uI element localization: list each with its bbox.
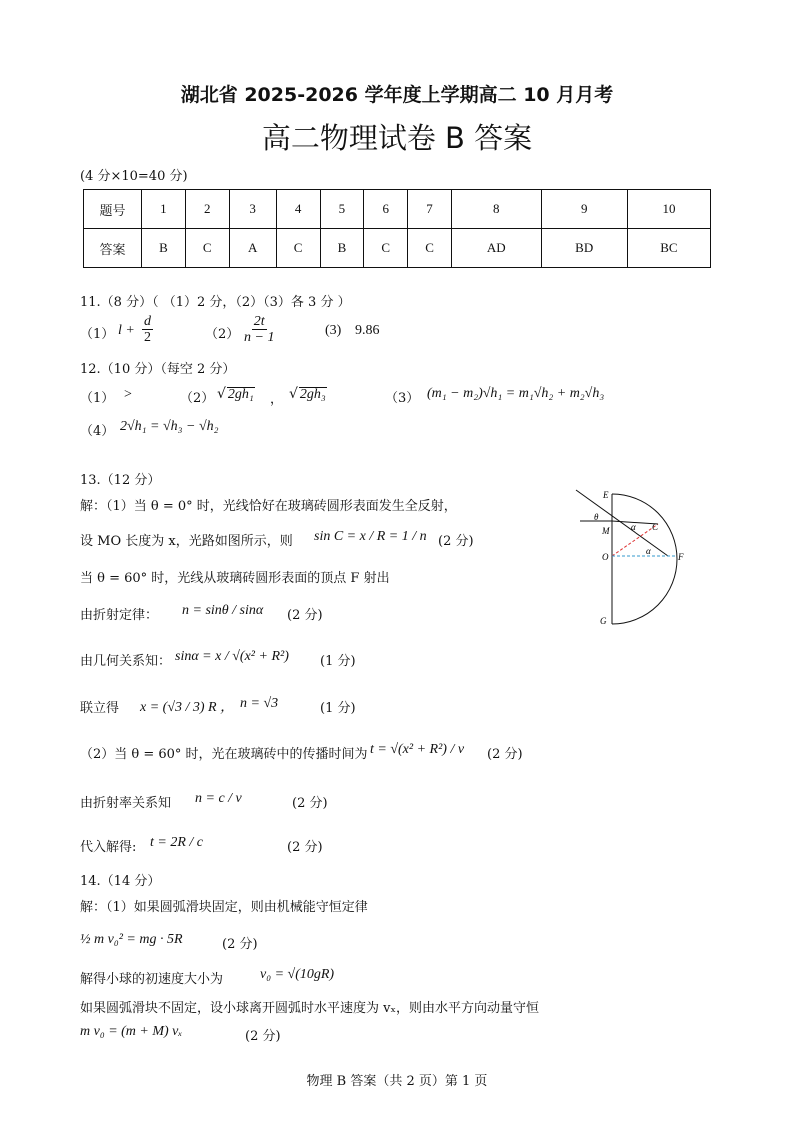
table-cell: C <box>276 229 320 268</box>
table-cell: B <box>320 229 364 268</box>
table-cell: 1 <box>142 190 186 229</box>
q12-part2-label: （2） <box>180 391 215 406</box>
table-cell: C <box>364 229 408 268</box>
table-cell: 7 <box>408 190 452 229</box>
fig-label-alpha: α <box>631 522 636 532</box>
exam-title: 湖北省 2025-2026 学年度上学期高二 10 月月考 <box>180 84 614 106</box>
q12-part1-label: （1） <box>80 391 115 406</box>
q11-part2-label: （2） <box>205 327 240 342</box>
table-cell: 9 <box>541 190 627 229</box>
q13-line2: 设 MO 长度为 x，光路如图所示，则 <box>80 534 293 549</box>
q13-line7-eq: t = √(x² + R²) / v <box>370 742 465 757</box>
paper-title: 高二物理试卷 B 答案 <box>261 121 533 155</box>
table-cell: 2 <box>185 190 229 229</box>
q14-score: (2 分) <box>222 937 258 952</box>
q13-score: (1 分) <box>320 701 356 716</box>
q11-answer3: 9.86 <box>355 323 380 338</box>
q14-line1: 解：（1）如果圆弧滑块固定，则由机械能守恒定律 <box>80 900 368 915</box>
q13-line2-eq: sin C = x / R = 1 / n <box>314 529 427 544</box>
q13-line8: 由折射率关系知 <box>80 796 172 811</box>
table-cell: 4 <box>276 190 320 229</box>
q14-line3: 解得小球的初速度大小为 <box>80 972 224 987</box>
q13-line4: 由折射定律： <box>80 608 159 623</box>
table-cell: 6 <box>364 190 408 229</box>
q13-line6-eq2: n = √3 <box>240 696 279 711</box>
table-cell: 5 <box>320 190 364 229</box>
q13-line1: 解：（1）当 θ = 0° 时，光线恰好在玻璃砖圆形表面发生全反射， <box>80 499 457 514</box>
q12-part3-label: （3） <box>385 391 420 406</box>
fig-label-f: F <box>678 552 684 562</box>
part1-score-note: (4 分×10=40 分) <box>80 169 188 184</box>
q12-answer4: 2√h₁ = √h₃ − √h₂ <box>120 419 219 434</box>
fig-label-c: C <box>652 522 659 532</box>
q13-line4-eq: n = sinθ / sinα <box>182 603 264 618</box>
table-cell: AD <box>451 229 541 268</box>
q13-line5-eq: sinα = x / √(x² + R²) <box>175 649 289 664</box>
table-cell: B <box>142 229 186 268</box>
q14-line5-eq: m v₀ = (m + M) vₓ <box>80 1024 183 1039</box>
q11-part1-label: （1） <box>80 327 115 342</box>
q13-line3: 当 θ = 60° 时，光线从玻璃砖圆形表面的顶点 F 射出 <box>80 571 390 586</box>
table-cell: BD <box>541 229 627 268</box>
q12-part4-label: （4） <box>80 424 115 439</box>
q14-line3-eq: v₀ = √(10gR) <box>260 967 335 982</box>
q11-heading: 11.（8 分）（ （1）2 分，（2）（3）各 3 分 ） <box>80 295 351 310</box>
q13-score: (2 分) <box>487 747 523 762</box>
q11-answer1: l + $\frac{d}{2}$ <box>118 314 151 345</box>
row-label-a: 答案 <box>84 229 142 268</box>
q13-line5: 由几何关系知： <box>80 654 172 669</box>
table-cell: C <box>408 229 452 268</box>
q12-answer1: > <box>124 387 132 402</box>
q12-answer2a: √ 2gh₁ <box>217 386 254 402</box>
table-cell: 3 <box>229 190 276 229</box>
q13-heading: 13.（12 分） <box>80 473 161 488</box>
q12-answer3: (m₁ − m₂)√h₁ = m₁√h₂ + m₂√h₃ <box>427 386 605 401</box>
fig-label-e: E <box>603 490 609 500</box>
q13-score: (2 分) <box>287 608 323 623</box>
q14-line4: 如果圆弧滑块不固定，设小球离开圆弧时水平速度为 vₓ，则由水平方向动量守恒 <box>80 1001 539 1016</box>
fig-label-g: G <box>600 616 607 626</box>
q14-heading: 14.（14 分） <box>80 874 161 889</box>
table-cell: C <box>185 229 229 268</box>
q13-line6: 联立得 <box>80 701 120 716</box>
table-cell: A <box>229 229 276 268</box>
q11-answer2: $\frac{2t}{n - 1}$ <box>244 314 275 345</box>
page-footer: 物理 B 答案（共 2 页）第 1 页 <box>306 1074 488 1089</box>
fig-label-alpha-2: α <box>646 546 651 556</box>
q12-comma: ， <box>270 392 284 407</box>
q13-line9: 代入解得: <box>80 840 137 855</box>
table-row-answers <box>84 229 711 268</box>
q11-part3-label: (3) <box>325 323 342 338</box>
q13-line9-eq: t = 2R / c <box>150 835 203 850</box>
q14-line2-eq: ½ m v₀² = mg · 5R <box>80 932 183 947</box>
q13-optics-figure <box>568 484 688 634</box>
q14-score: (2 分) <box>245 1029 281 1044</box>
table-cell: BC <box>627 229 710 268</box>
q13-line6-eq1: x = (√3 / 3) R ， <box>140 700 235 715</box>
table-row-numbers <box>84 190 711 229</box>
q13-score: (2 分) <box>292 796 328 811</box>
fig-label-m: M <box>602 526 610 536</box>
q13-score: (1 分) <box>320 654 356 669</box>
q13-line8-eq: n = c / v <box>195 791 242 806</box>
fig-label-o: O <box>602 552 609 562</box>
q13-score: (2 分) <box>438 534 474 549</box>
q13-score: (2 分) <box>287 840 323 855</box>
fig-label-theta: θ <box>594 512 599 522</box>
q12-heading: 12.（10 分）（每空 2 分） <box>80 362 236 377</box>
table-cell: 10 <box>627 190 710 229</box>
row-label-q: 题号 <box>84 190 142 229</box>
table-cell: 8 <box>451 190 541 229</box>
q12-answer2b: √ 2gh₃ <box>289 386 326 402</box>
answer-table <box>83 189 711 268</box>
q13-line7: （2）当 θ = 60° 时，光在玻璃砖中的传播时间为 <box>80 747 368 762</box>
